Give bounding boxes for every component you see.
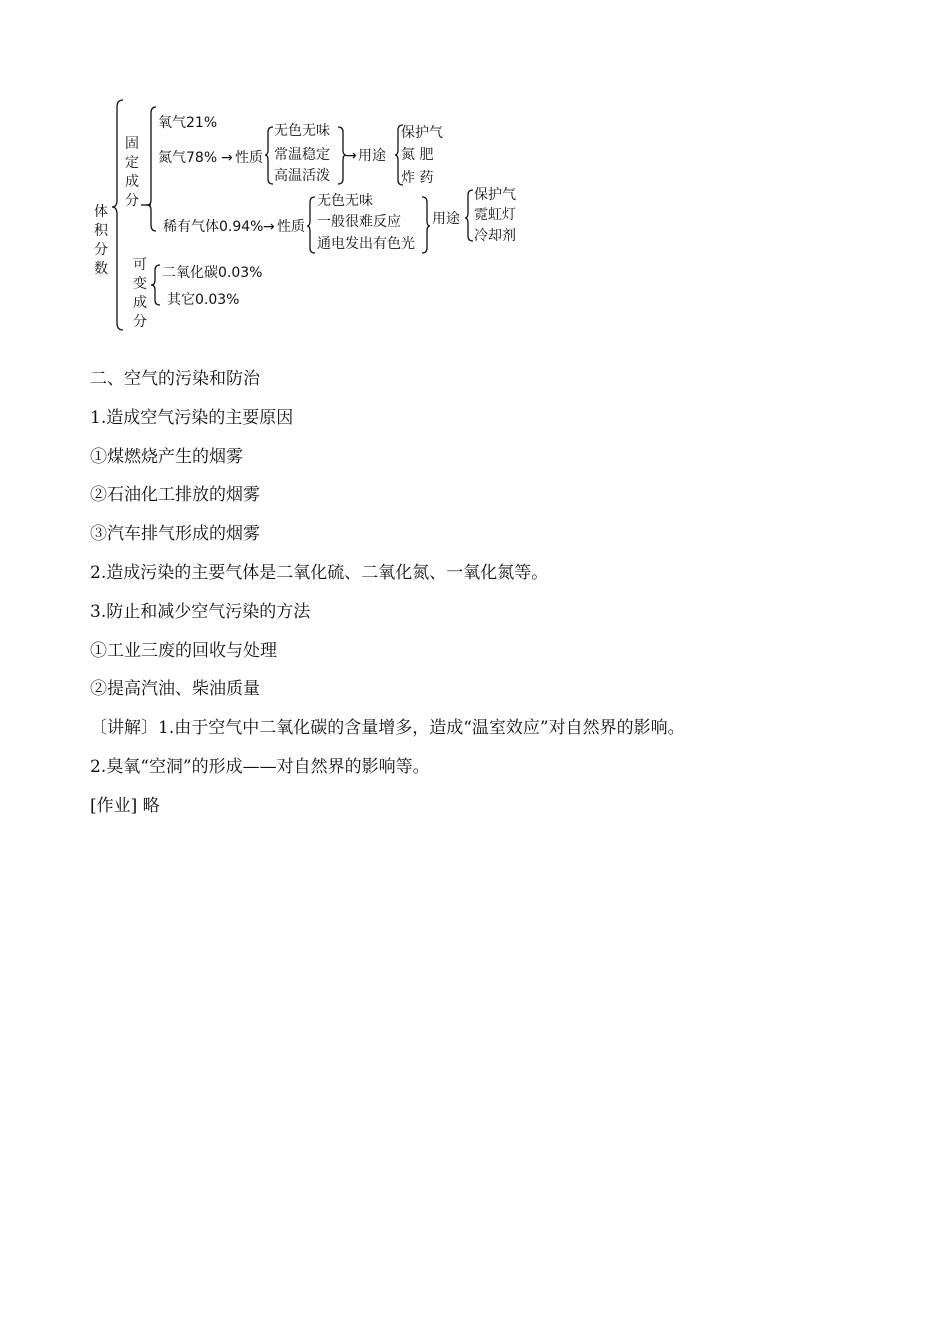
rare-prop-2: 一般很难反应 xyxy=(317,214,401,230)
paragraph-1: 1.造成空气污染的主要原因 xyxy=(90,407,294,428)
nitrogen-prop-2: 常温稳定 xyxy=(274,147,330,163)
nitrogen-use-3: 炸 药 xyxy=(401,170,434,186)
rare-use-2: 霓虹灯 xyxy=(474,207,516,223)
root-label: 体积分数 xyxy=(94,204,108,277)
fixed-components-label: 固定成分 xyxy=(125,136,139,209)
nitrogen-prop-1: 无色无味 xyxy=(274,123,330,139)
nitrogen-prop-3: 高温活泼 xyxy=(274,168,330,184)
list-item: ③汽车排气形成的烟雾 xyxy=(90,524,260,545)
paragraph-2: 2.造成污染的主要气体是二氧化硫、二氧化氮、一氧化氮等。 xyxy=(90,562,549,583)
nitrogen-use-2: 氮 肥 xyxy=(401,147,434,163)
other-label: 其它0.03% xyxy=(167,292,240,308)
homework: [作业] 略 xyxy=(90,795,160,816)
paragraph-3: 3.防止和减少空气污染的方法 xyxy=(90,601,311,622)
explanation-1: 〔讲解〕1.由于空气中二氧化碳的含量增多，造成“温室效应”对自然界的影响。 xyxy=(90,718,685,739)
nitrogen-use-1: 保护气 xyxy=(401,125,443,141)
arrow-1: → xyxy=(221,150,233,166)
explanation-2: 2.臭氧“空洞”的形成——对自然界的影响等。 xyxy=(90,756,430,777)
nitrogen-property-label: 性质 xyxy=(235,150,263,166)
nitrogen-use-label: 用途 xyxy=(358,148,386,164)
arrow-2: → xyxy=(345,148,357,164)
list-item: ①煤燃烧产生的烟雾 xyxy=(90,446,243,467)
air-composition-diagram xyxy=(85,95,535,335)
rare-prop-1: 无色无味 xyxy=(317,193,373,209)
list-item: ①工业三废的回收与处理 xyxy=(90,640,277,661)
oxygen-label: 氧气21% xyxy=(158,115,218,131)
rare-prop-3: 通电发出有色光 xyxy=(317,236,415,252)
list-item: ②石油化工排放的烟雾 xyxy=(90,485,260,506)
rare-gas-label: 稀有气体0.94% xyxy=(163,219,264,235)
rare-use-3: 冷却剂 xyxy=(474,228,516,244)
arrow-3: → xyxy=(263,219,275,235)
co2-label: 二氧化碳0.03% xyxy=(162,265,263,281)
section-heading: 二、空气的污染和防治 xyxy=(90,369,260,389)
document-body xyxy=(90,360,890,826)
rare-use-1: 保护气 xyxy=(474,187,516,203)
list-item: ②提高汽油、柴油质量 xyxy=(90,679,260,700)
rare-property-label: 性质 xyxy=(277,219,305,235)
rare-use-label: 用途 xyxy=(432,211,460,227)
variable-components-label: 可变成分 xyxy=(133,257,147,330)
nitrogen-label: 氮气78% xyxy=(158,150,218,166)
